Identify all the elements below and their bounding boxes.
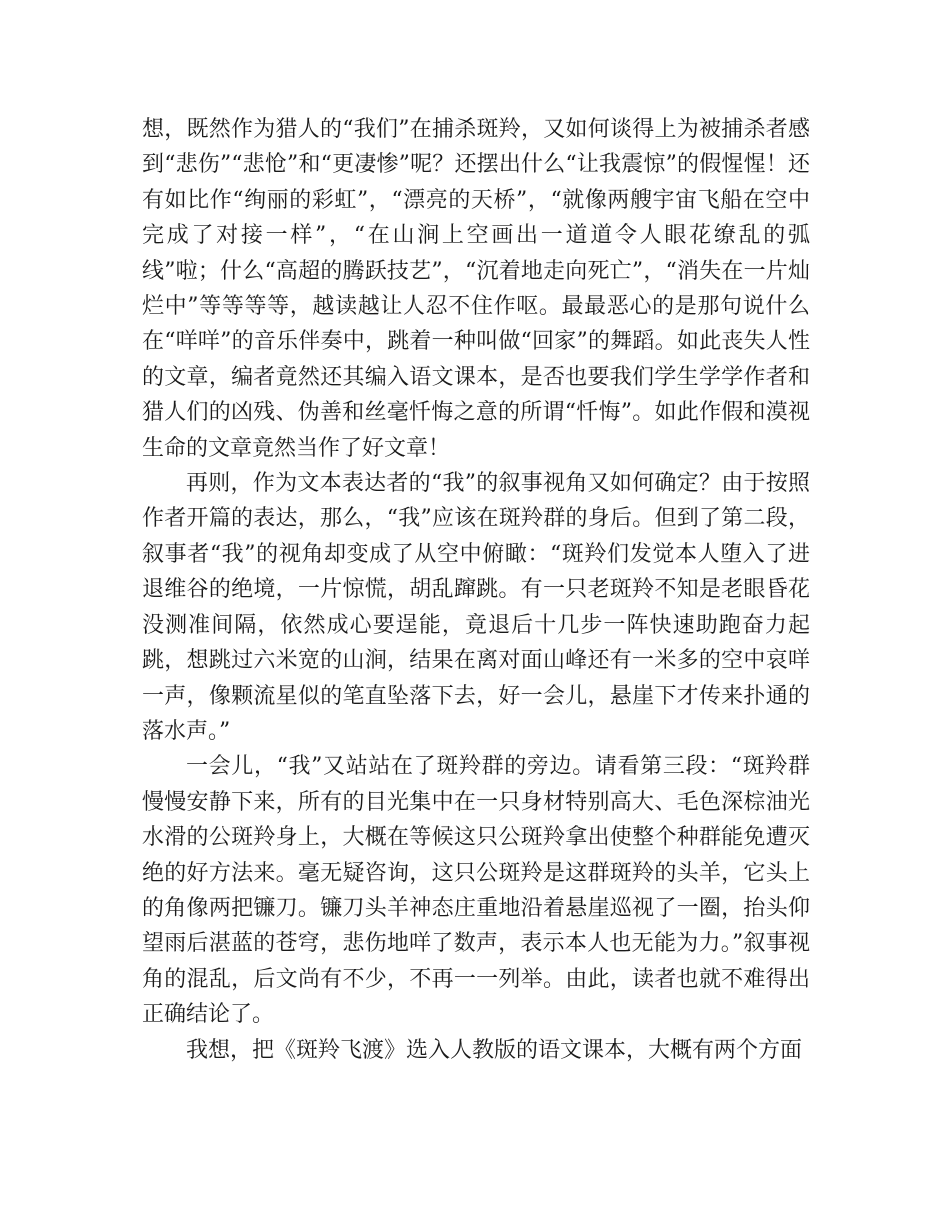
- paragraph-2: 再则，作为文本表达者的“我”的叙事视角又如何确定？由于按照作者开篇的表达，那么，“我”应该在斑羚群的身后。但到了第二段，叙事者“我”的视角却变成了从空中俯瞰：“斑羚们发觉本人堕入了进退维谷的绝境，一片惊慌，胡乱蹿跳。有一只老斑羚不知是老眼昏花没测准间隔，依然成心要逞能，竟退后十几步一阵快速助跑奋力起跳，想跳过六米宽的山涧，结果在离对面山峰还有一米多的空中哀咩一声，像颗流星似的笔直坠落下去，好一会儿，悬崖下才传来扑通的落水声。”: [142, 471, 810, 744]
- paragraph-3: 一会儿，“我”又站站在了斑羚群的旁边。请看第三段：“斑羚群慢慢安静下来，所有的目光集中在一只身材特别高大、毛色深棕油光水滑的公斑羚身上，大概在等候这只公斑羚拿出使整个种群能免遭灭绝的好方法来。毫无疑咨询，这只公斑羚是这群斑羚的头羊，它头上的角像两把镰刀。镰刀头羊神态庄重地沿着悬崖巡视了一圈，抬头仰望雨后湛蓝的苍穹，悲伤地咩了数声，表示本人也无能为力。”叙事视角的混乱，后文尚有不少，不再一一列举。由此，读者也就不难得出正确结论了。: [142, 754, 810, 1028]
- paragraph-4: 我想，把《斑羚飞渡》选入人教版的语文课本，大概有两个方面: [186, 1037, 803, 1063]
- document-body: [142, 112, 810, 1068]
- paragraph-1: 想，既然作为猎人的“我们”在捕杀斑羚，又如何谈得上为被捕杀者感到“悲伤”“悲怆”和“更凄惨”呢？还摆出什么“让我震惊”的假惺惺！还有如比作“绚丽的彩虹”，“漂亮的天桥”，“就像两艘宇宙飞船在空中完成了对接一样”，“在山涧上空画出一道道令人眼花缭乱的弧线”啦；什么“高超的腾跃技艺”，“沉着地走向死亡”，“消失在一片灿烂中”等等等等，越读越让人忍不住作呕。最最恶心的是那句说什么在“咩咩”的音乐伴奏中，跳着一种叫做“回家”的舞蹈。如此丧失人性的文章，编者竟然还其编入语文课本，是否也要我们学生学学作者和猎人们的凶残、伪善和丝毫忏悔之意的所谓“忏悔”。如此作假和漠视生命的文章竟然当作了好文章！: [142, 117, 810, 461]
